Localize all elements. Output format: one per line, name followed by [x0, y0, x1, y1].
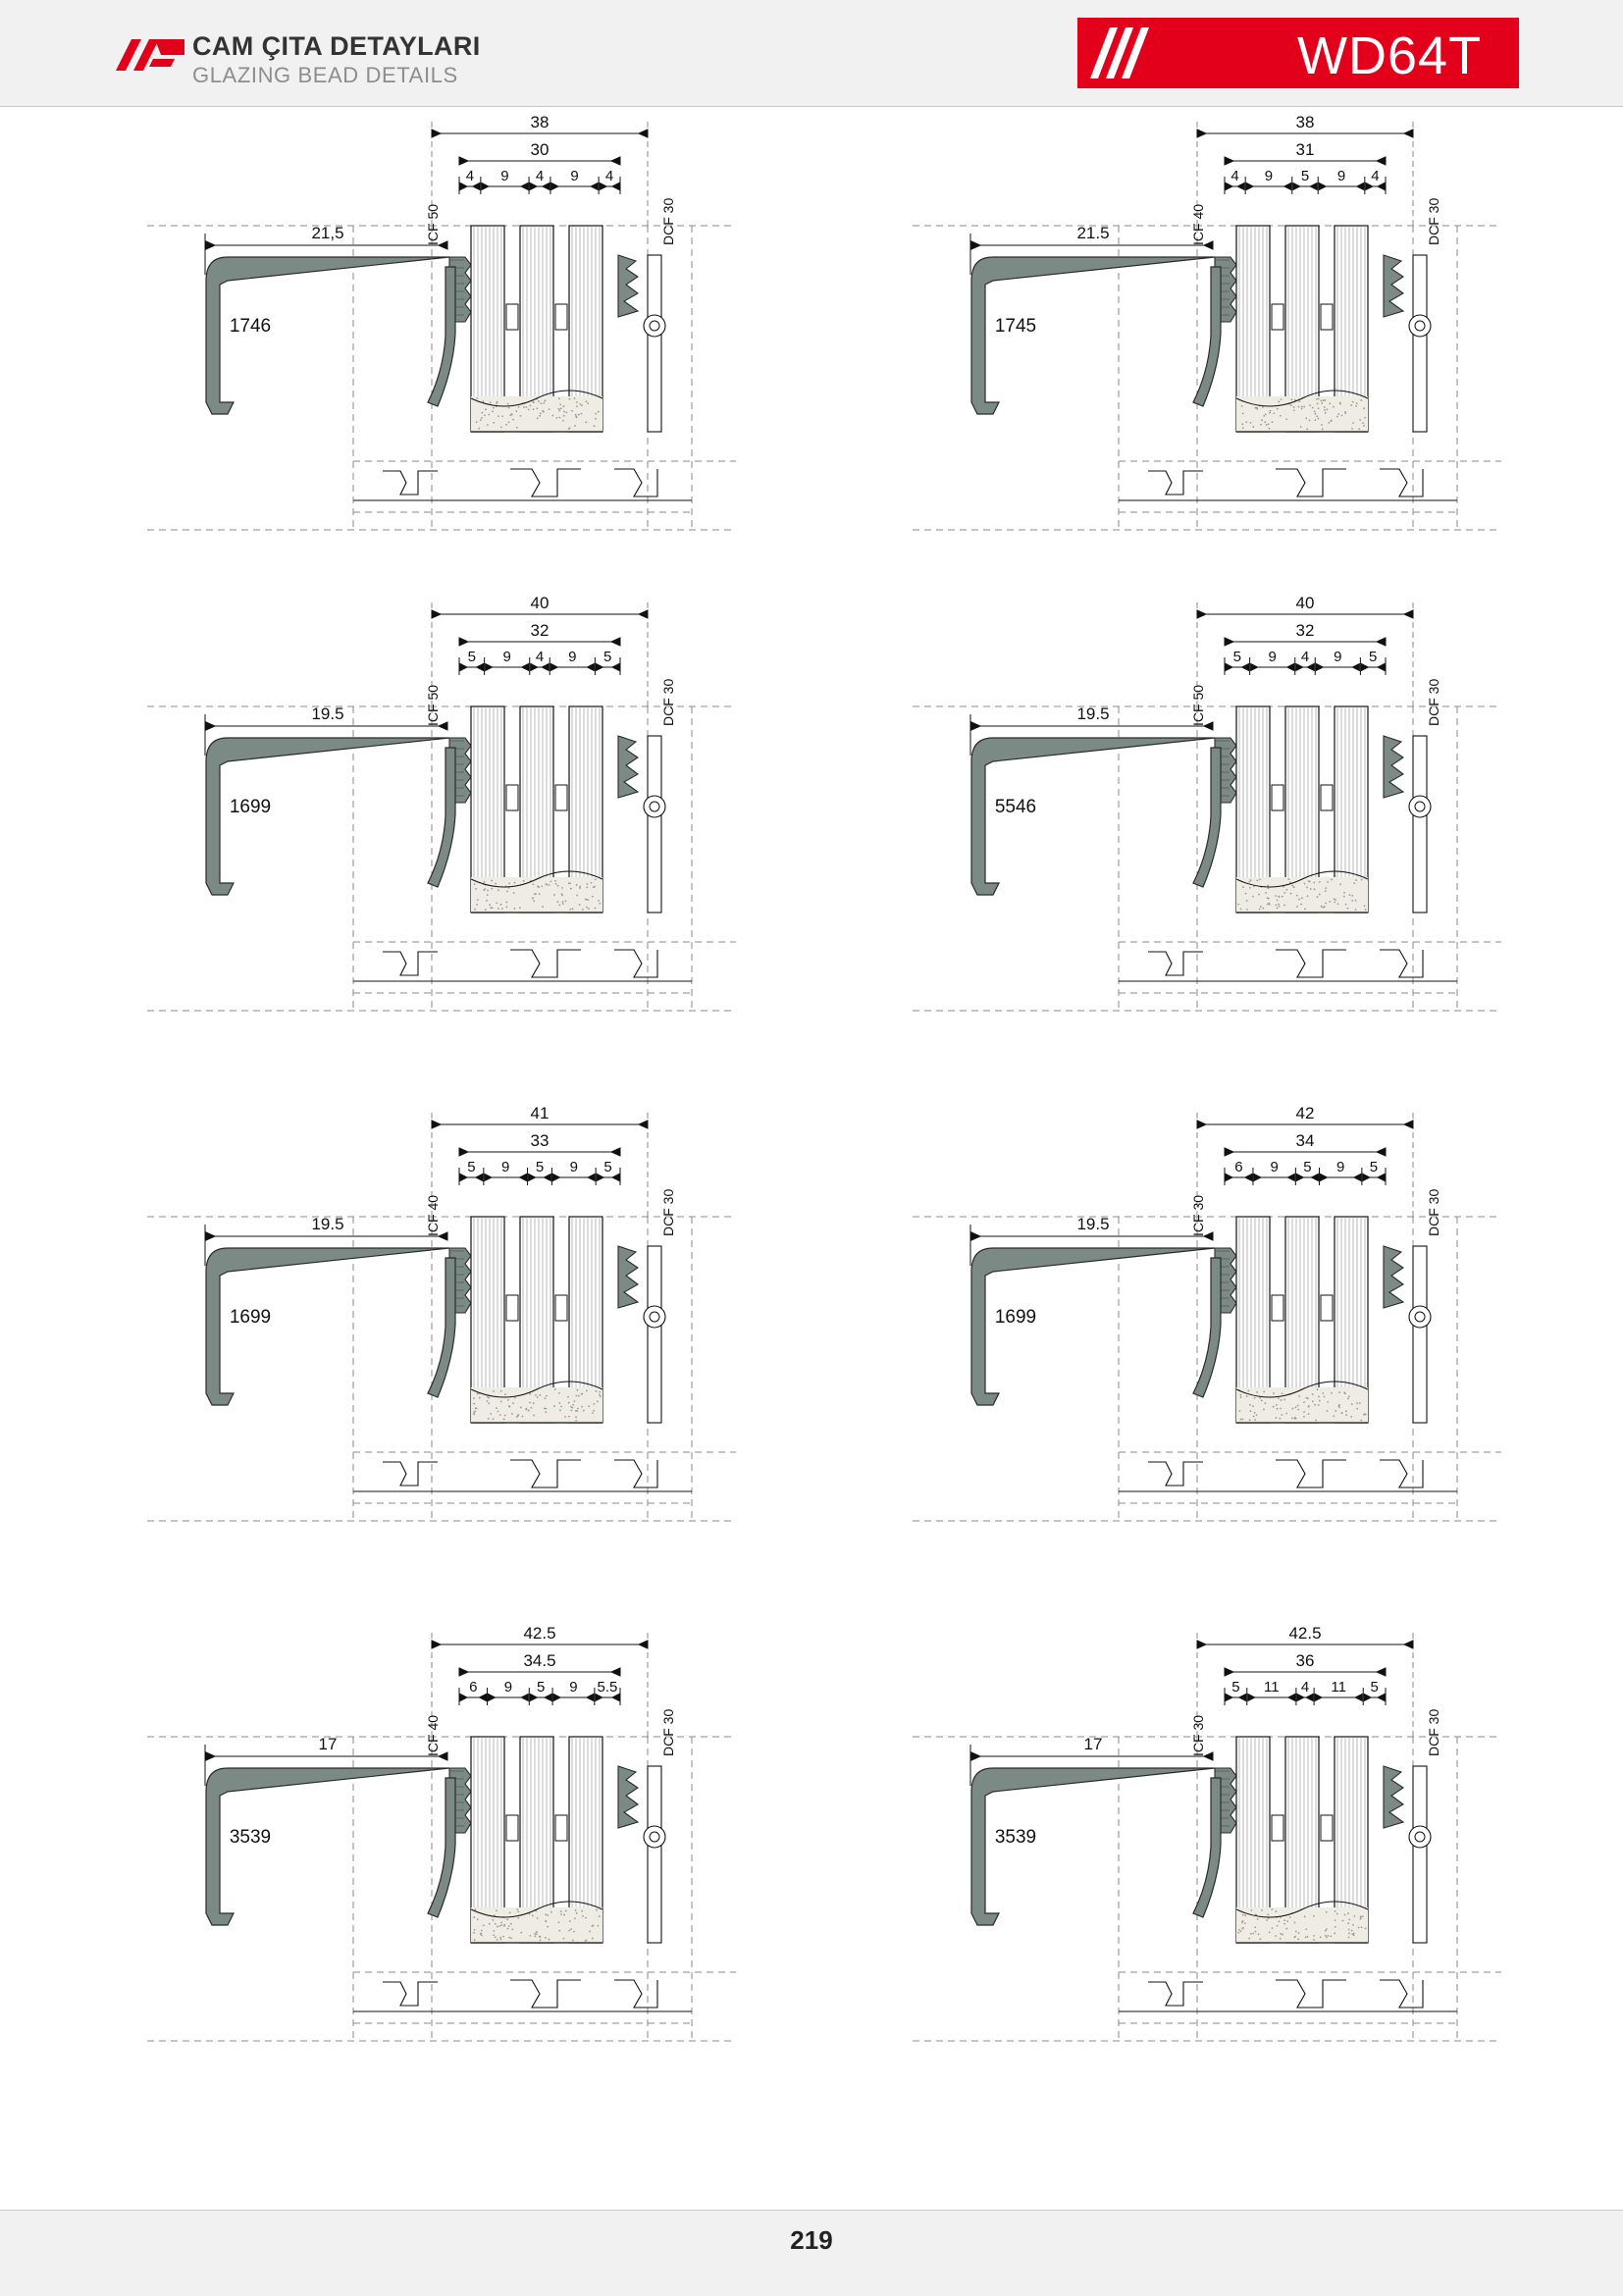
svg-text:9: 9 — [1336, 1159, 1345, 1175]
svg-text:32: 32 — [1295, 621, 1315, 640]
page-title-en: GLAZING BEAD DETAILS — [192, 63, 458, 87]
svg-text:36: 36 — [1295, 1651, 1315, 1670]
svg-text:41: 41 — [530, 1104, 550, 1122]
detail-5 — [147, 1099, 736, 1560]
svg-text:17: 17 — [1083, 1735, 1103, 1753]
svg-text:4: 4 — [604, 168, 614, 184]
svg-text:4: 4 — [535, 168, 545, 184]
svg-text:9: 9 — [1336, 168, 1346, 184]
svg-text:5: 5 — [603, 649, 612, 665]
svg-text:31: 31 — [1295, 140, 1315, 159]
company-logo — [116, 37, 186, 78]
svg-text:DCF 30: DCF 30 — [1426, 678, 1441, 726]
svg-text:9: 9 — [1268, 649, 1277, 665]
svg-text:ICF 50: ICF 50 — [425, 203, 441, 245]
svg-text:4: 4 — [1300, 1679, 1310, 1696]
svg-text:42.5: 42.5 — [523, 1624, 556, 1643]
svg-text:1699: 1699 — [994, 1307, 1037, 1328]
detail-7-drawing — [147, 1619, 736, 2080]
page-number: 219 — [790, 2225, 833, 2255]
svg-text:3539: 3539 — [994, 1827, 1037, 1848]
svg-text:ICF 40: ICF 40 — [425, 1714, 441, 1756]
detail-1 — [147, 108, 736, 569]
detail-4-drawing — [913, 589, 1501, 1050]
svg-text:DCF 30: DCF 30 — [1426, 1708, 1441, 1756]
detail-4 — [913, 589, 1501, 1050]
svg-text:ICF 30: ICF 30 — [1190, 1194, 1206, 1236]
svg-text:19.5: 19.5 — [1076, 704, 1110, 723]
svg-text:34.5: 34.5 — [523, 1651, 556, 1670]
svg-text:9: 9 — [569, 1159, 578, 1175]
svg-text:38: 38 — [530, 113, 550, 131]
svg-text:ICF 40: ICF 40 — [425, 1194, 441, 1236]
svg-text:5: 5 — [467, 649, 476, 665]
detail-6 — [913, 1099, 1501, 1560]
svg-text:5: 5 — [1232, 649, 1241, 665]
svg-text:11: 11 — [1331, 1679, 1346, 1696]
svg-text:17: 17 — [318, 1735, 338, 1753]
svg-text:DCF 30: DCF 30 — [660, 1708, 676, 1756]
detail-6-drawing — [913, 1099, 1501, 1560]
svg-text:9: 9 — [500, 168, 509, 184]
detail-2-drawing — [913, 108, 1501, 569]
svg-text:DCF 30: DCF 30 — [1426, 1188, 1441, 1236]
svg-text:11: 11 — [1264, 1679, 1280, 1696]
svg-text:1746: 1746 — [229, 316, 272, 337]
svg-text:9: 9 — [1334, 649, 1342, 665]
svg-text:9: 9 — [569, 1679, 578, 1696]
svg-text:4: 4 — [1230, 168, 1239, 184]
svg-text:5: 5 — [1300, 168, 1310, 184]
svg-text:6: 6 — [469, 1679, 478, 1696]
svg-text:19.5: 19.5 — [1076, 1215, 1110, 1233]
detail-8 — [913, 1619, 1501, 2080]
page-header — [0, 0, 1623, 107]
svg-text:ICF 50: ICF 50 — [425, 684, 441, 726]
svg-text:5: 5 — [1369, 1159, 1379, 1175]
svg-text:40: 40 — [530, 594, 550, 612]
detail-3 — [147, 589, 736, 1050]
decorative-slashes-icon — [1084, 24, 1163, 82]
detail-1-drawing — [147, 108, 736, 569]
svg-text:30: 30 — [530, 140, 550, 159]
detail-5-drawing — [147, 1099, 736, 1560]
svg-text:5: 5 — [603, 1159, 612, 1175]
svg-text:3539: 3539 — [229, 1827, 272, 1848]
svg-text:DCF 30: DCF 30 — [660, 678, 676, 726]
svg-text:5: 5 — [1370, 1679, 1379, 1696]
page-title-tr: CAM ÇITA DETAYLARI — [192, 31, 481, 61]
svg-text:DCF 30: DCF 30 — [1426, 197, 1441, 245]
detail-8-drawing — [913, 1619, 1501, 2080]
svg-text:19.5: 19.5 — [311, 1215, 344, 1233]
svg-text:5: 5 — [537, 1679, 546, 1696]
svg-text:33: 33 — [530, 1131, 550, 1150]
svg-text:ICF 40: ICF 40 — [1190, 203, 1206, 245]
svg-text:5: 5 — [1303, 1159, 1312, 1175]
svg-text:DCF 30: DCF 30 — [660, 1188, 676, 1236]
svg-text:DCF 30: DCF 30 — [660, 197, 676, 245]
svg-text:32: 32 — [530, 621, 550, 640]
svg-text:21,5: 21,5 — [311, 224, 344, 242]
svg-text:40: 40 — [1295, 594, 1315, 612]
svg-text:9: 9 — [502, 649, 511, 665]
svg-text:9: 9 — [501, 1159, 510, 1175]
svg-text:9: 9 — [503, 1679, 513, 1696]
detail-3-drawing — [147, 589, 736, 1050]
svg-text:9: 9 — [570, 168, 579, 184]
svg-text:4: 4 — [1300, 649, 1310, 665]
svg-text:4: 4 — [535, 649, 545, 665]
svg-text:1745: 1745 — [994, 316, 1037, 337]
svg-text:5: 5 — [467, 1159, 476, 1175]
svg-text:5546: 5546 — [994, 797, 1037, 817]
svg-text:ICF 50: ICF 50 — [1190, 684, 1206, 726]
svg-text:34: 34 — [1295, 1131, 1315, 1150]
svg-text:9: 9 — [1270, 1159, 1279, 1175]
svg-text:6: 6 — [1234, 1159, 1243, 1175]
svg-text:ICF 30: ICF 30 — [1190, 1714, 1206, 1756]
product-code: WD64T — [1296, 26, 1482, 85]
svg-text:19.5: 19.5 — [311, 704, 344, 723]
svg-text:9: 9 — [1264, 168, 1274, 184]
svg-text:4: 4 — [1371, 168, 1380, 184]
svg-text:1699: 1699 — [229, 1307, 272, 1328]
detail-7 — [147, 1619, 736, 2080]
svg-text:21.5: 21.5 — [1076, 224, 1110, 242]
svg-text:9: 9 — [568, 649, 577, 665]
svg-text:4: 4 — [465, 168, 475, 184]
svg-text:42.5: 42.5 — [1288, 1624, 1322, 1643]
svg-text:1699: 1699 — [229, 797, 272, 817]
svg-text:5.5: 5.5 — [597, 1679, 618, 1696]
svg-text:5: 5 — [1369, 649, 1378, 665]
svg-text:5: 5 — [1231, 1679, 1240, 1696]
svg-text:5: 5 — [535, 1159, 545, 1175]
svg-text:38: 38 — [1295, 113, 1315, 131]
svg-text:42: 42 — [1295, 1104, 1315, 1122]
detail-2 — [913, 108, 1501, 569]
